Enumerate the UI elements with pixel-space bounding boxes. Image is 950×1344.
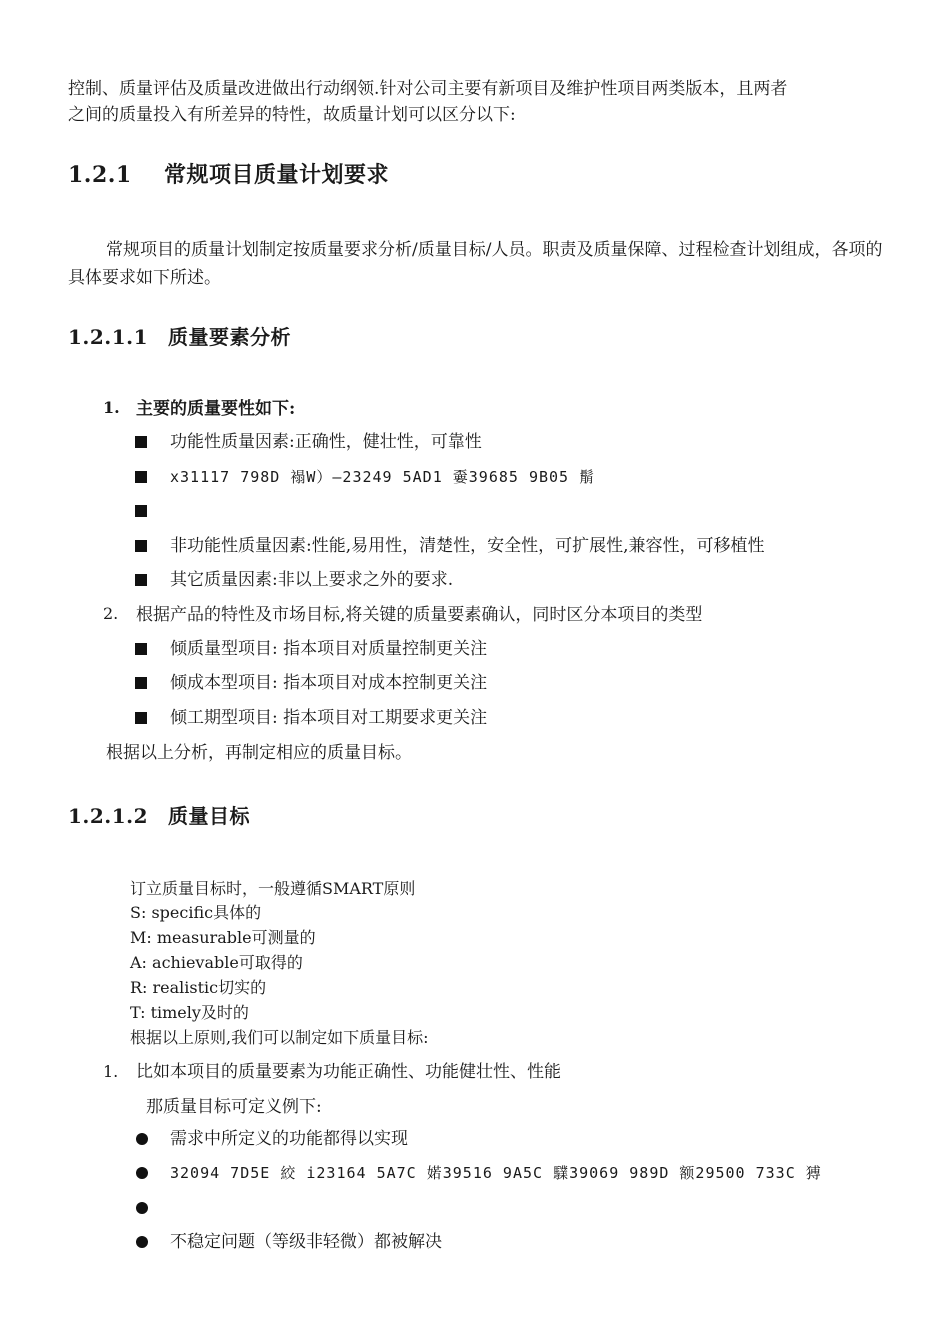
intro-line-1: 控制、质量评估及质量改进做出行动纲领.针对公司主要有新项目及维护性项目两类版本，且两者: [68, 79, 788, 99]
bullet-text: 倾成本型项目: 指本项目对成本控制更关注: [170, 673, 488, 693]
smart-line-t: T: timely及时的: [130, 1003, 249, 1022]
bullet-text: 功能性质量因素:正确性，健壮性，可靠性: [170, 432, 482, 452]
round-bullet-icon: [136, 1167, 148, 1179]
sub-text: 那质量目标可定义例下:: [146, 1097, 322, 1117]
square-bullet-icon: [135, 677, 147, 689]
square-bullet-icon: [135, 436, 147, 448]
bullet-text: 需求中所定义的功能都得以实现: [170, 1129, 408, 1149]
round-bullet-icon: [136, 1236, 148, 1248]
bullet-text: 倾工期型项目: 指本项目对工期要求更关注: [170, 708, 488, 728]
conclusion-text: 根据以上分析，再制定相应的质量目标。: [106, 743, 412, 763]
smart-line-m: M: measurable可测量的: [130, 928, 316, 947]
smart-after: 根据以上原则,我们可以制定如下质量目标:: [130, 1028, 429, 1047]
square-bullet-icon: [135, 574, 147, 586]
square-bullet-icon: [135, 505, 147, 517]
bullet-text: 非功能性质量因素:性能,易用性，清楚性，安全性，可扩展性,兼容性，可移植性: [170, 536, 765, 556]
section-heading-1-2-1-2: [68, 800, 250, 829]
section-number: 1.2.1: [68, 162, 132, 188]
section-number: 1.2.1.1: [68, 325, 149, 349]
square-bullet-icon: [135, 471, 147, 483]
square-bullet-icon: [135, 643, 147, 655]
section-heading-1-2-1: [68, 158, 389, 189]
bullet-text: x31117 798D 褟W）—23249 5AD1 嫑39685 9B05 鬅: [170, 468, 596, 486]
section-heading-1-2-1-1: [68, 321, 291, 350]
list-number: 2.: [103, 604, 119, 623]
section-paragraph: 常规项目的质量计划制定按质量要求分析/质量目标/人员。职责及质量保障、过程检查计划组成，各项的具体要求如下所述。: [68, 240, 883, 288]
smart-line-a: A: achievable可取得的: [130, 953, 303, 972]
square-bullet-icon: [135, 540, 147, 552]
section-title: 质量目标: [168, 804, 250, 828]
list-item-text: 主要的质量要性如下:: [136, 399, 296, 419]
section-title: 质量要素分析: [168, 325, 291, 349]
section-number: 1.2.1.2: [68, 804, 149, 828]
list-item-text: 根据产品的特性及市场目标,将关键的质量要素确认，同时区分本项目的类型: [136, 605, 703, 625]
square-bullet-icon: [135, 712, 147, 724]
bullet-text: 不稳定问题（等级非轻微）都被解决: [170, 1232, 442, 1252]
bullet-text: 倾质量型项目: 指本项目对质量控制更关注: [170, 639, 488, 659]
section-title: 常规项目质量计划要求: [164, 162, 390, 188]
round-bullet-icon: [136, 1202, 148, 1214]
list-item-text: 比如本项目的质量要素为功能正确性、功能健壮性、性能: [136, 1062, 561, 1082]
smart-line-s: S: specific具体的: [130, 903, 262, 922]
smart-intro: 订立质量目标时，一般遵循SMART原则: [130, 879, 416, 898]
bullet-text: 32094 7D5E 絞 i23164 5A7C 婼39516 9A5C 驜39069 989D 额29500 733C 猼: [170, 1164, 822, 1182]
round-bullet-icon: [136, 1133, 148, 1145]
list-number: 1.: [103, 1062, 119, 1081]
intro-line-2: 之间的质量投入有所差异的特性，故质量计划可以区分以下:: [68, 105, 516, 125]
smart-line-r: R: realistic切实的: [130, 978, 267, 997]
list-number: 1.: [103, 398, 120, 417]
bullet-text: 其它质量因素:非以上要求之外的要求.: [170, 570, 454, 590]
